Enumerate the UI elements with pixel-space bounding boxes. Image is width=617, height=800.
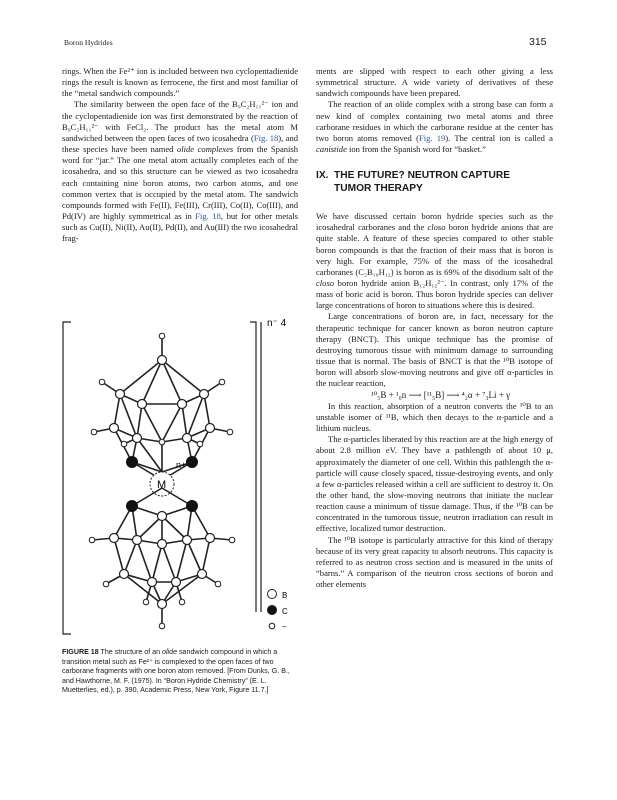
right-paragraph-1: ments are slipped with respect to each other giving a less symmetrical structure. A wide variety of derivatives of these sandwich compounds have been prepared. <box>316 66 553 99</box>
cation-label: n+ <box>176 460 187 470</box>
left-column <box>62 66 298 245</box>
text-run: The similarity between the open face of the B₉C₂H₁₁²⁻ ion and the cyclopentadienide ion was first demonstrated by the reaction of B₉C₂H₁₁²⁻ with FeCl₂. The product has the metal atom M sandwiched between the open faces of two icosahedra ( <box>62 99 298 143</box>
right-paragraph-2 <box>316 99 553 155</box>
text-run: The reaction of an olide complex with a strong base can form a new kind of complex containing two metal atoms and three carborane residues in which the carborane residue at the center has two boron atoms removed ( <box>316 99 553 143</box>
text-run: ), and these species have been named <box>62 132 298 155</box>
text-run: ). The central ion is called a <box>445 132 553 143</box>
metal-label: M <box>157 479 167 491</box>
page-number: 315 <box>529 36 547 48</box>
right-paragraph-4: Large concentrations of boron are, in fact, necessary for the therapeutic technique for cancer known as boron neutron capture therapy (BNCT). This unique technique has the promise of destroying tumorous tissue with minimum damage to surrounding tissue that is normal. The basis of BNCT is that the ¹⁰B isotope of boron will absorb slow-moving neutrons and give off α-particles in the nuclear reaction, <box>316 311 553 389</box>
olide-sandwich-diagram <box>62 312 300 644</box>
nuclear-reaction-equation: ¹⁰₅B + ¹₀n ⟶ [¹¹₅B] ⟶ ⁴₂α + ⁷₃Li + γ <box>370 389 511 400</box>
right-paragraph-6: The α-particles liberated by this reaction are at the high energy of about 2.8 million eV. They have a pathlength of about 10 μ, approximately the diameter of one cell. Within this pathlength the α-particle will cause closely spaced, tissue-destroying events, and only a few α-particles released within a cell are sufficient to destroy it. On the other hand, the slow-moving neutrons that initiate the nuclear reaction cause a minimum of tissue damage. Thus, if the ¹⁰B can be concentrated in the tumorous tissue, neutron irradiation can result in effective, localized tumor destruction. <box>316 434 553 534</box>
right-paragraph-5: In this reaction, absorption of a neutron converts the ¹⁰B to an unstable isomer of ¹¹B, which then decays to the α-particle and a lithium nucleus. <box>316 400 553 434</box>
right-column <box>316 66 553 590</box>
section-number: IX. <box>316 170 329 182</box>
text-run: The structure of an <box>98 648 163 656</box>
charge-label: n⁻ 4 <box>267 318 287 329</box>
left-paragraph-2 <box>62 99 298 244</box>
text-run: , but for other metals such as Cu(II), Ni(II), Au(II), Pd(II), and Au(III) the two icosahedral frag- <box>62 211 298 244</box>
lower-carbon-atoms <box>126 500 198 512</box>
section-title-line-1: THE FUTURE? NEUTRON CAPTURE <box>334 170 511 182</box>
text-run: boron hydride anions that are quite stable. A feature of these species compared to other stable boron compounds is that the fraction of their mass that is boron is very high. For example, 75% of the mass of the icosahedral carboranes (C₂B₁₀H₁₂) is boron as is 69% of the disodium salt of the <box>316 222 553 277</box>
right-bracket <box>250 322 256 612</box>
text-run: sandwich compound in which a transition metal such as Fe²⁺ is complexed to the open faces of two carborane fragments with one boron atom removed. [From Dunks, G. B., and Hawthorne, M. F. (1975). In “Boron Hydride Chemistry” (E. L. Muetterlies, ed.), p. 390, Academic Press, New York, Figure 11.7.] <box>62 648 290 695</box>
term-canistide: canistide <box>316 144 347 155</box>
legend-hydrogen-label: – <box>282 622 287 631</box>
legend-boron-symbol <box>268 590 277 599</box>
caption-term: olide <box>162 648 178 656</box>
text-run: ion from the Spanish word for “basket.” <box>346 144 486 155</box>
right-paragraph-7: The ¹⁰B isotope is particularly attractive for this kind of therapy because of its very great capacity to absorb neutrons. This capacity is referred to as neutron cross section and is measured in the units of “barns.” A comparison of the neutron cross sections of boron and other elements <box>316 534 553 590</box>
left-paragraph-1: rings. When the Fe²⁺ ion is included between two cyclopentadienide rings the result is known as ferrocene, the first and most familiar of the “metal sandwich compounds.” <box>62 66 298 99</box>
figure-19-link[interactable]: Fig. 19 <box>418 132 446 143</box>
right-paragraph-3 <box>316 211 553 311</box>
figure-18-link-2[interactable]: Fig. 18 <box>195 211 221 222</box>
text-run: We have discussed certain boron hydride species such as the icosahedral carboranes and the <box>316 211 553 233</box>
figure-18-link[interactable]: Fig. 18 <box>253 132 279 143</box>
legend-hydrogen-symbol <box>269 623 275 629</box>
text-run: from the Spanish word for “jar.” The one metal atom actually completes each of the icosahedra, and so this structure can be viewed as two icosahedra each containing nine boron atoms, two carbon atoms, and one common vertex that is occupied by the metal atom. The sandwich compounds formed with Fe(II), Fe(III), Cr(III), Co(II), Co(III), and Pd(IV) are highly symmetrical as in <box>62 144 298 222</box>
section-heading-ix <box>316 170 553 195</box>
legend-carbon-symbol <box>267 605 277 615</box>
figure-18-caption <box>62 648 300 696</box>
term-closo: closo <box>427 222 446 233</box>
term-olide-complexes: olide complexes <box>177 144 234 155</box>
figure-18 <box>62 312 300 644</box>
running-head: Boron Hydrides <box>64 38 113 47</box>
section-title-line-2: TUMOR THERAPY <box>334 182 423 194</box>
caption-label: FIGURE 18 <box>62 648 99 656</box>
text-run: boron hydride anion B₁₂H₁₂²⁻. In contrast, only 17% of the mass of boric acid is boron. Thus boron hydride species can deliver large concentrations of boron to situations where this is desired. <box>316 278 553 311</box>
left-bracket <box>63 322 71 634</box>
legend-boron-label: B <box>282 591 288 600</box>
legend-carbon-label: C <box>282 607 288 616</box>
term-closo-2: closo <box>316 278 335 288</box>
legend <box>267 590 288 632</box>
upper-boron-atoms <box>110 356 215 443</box>
